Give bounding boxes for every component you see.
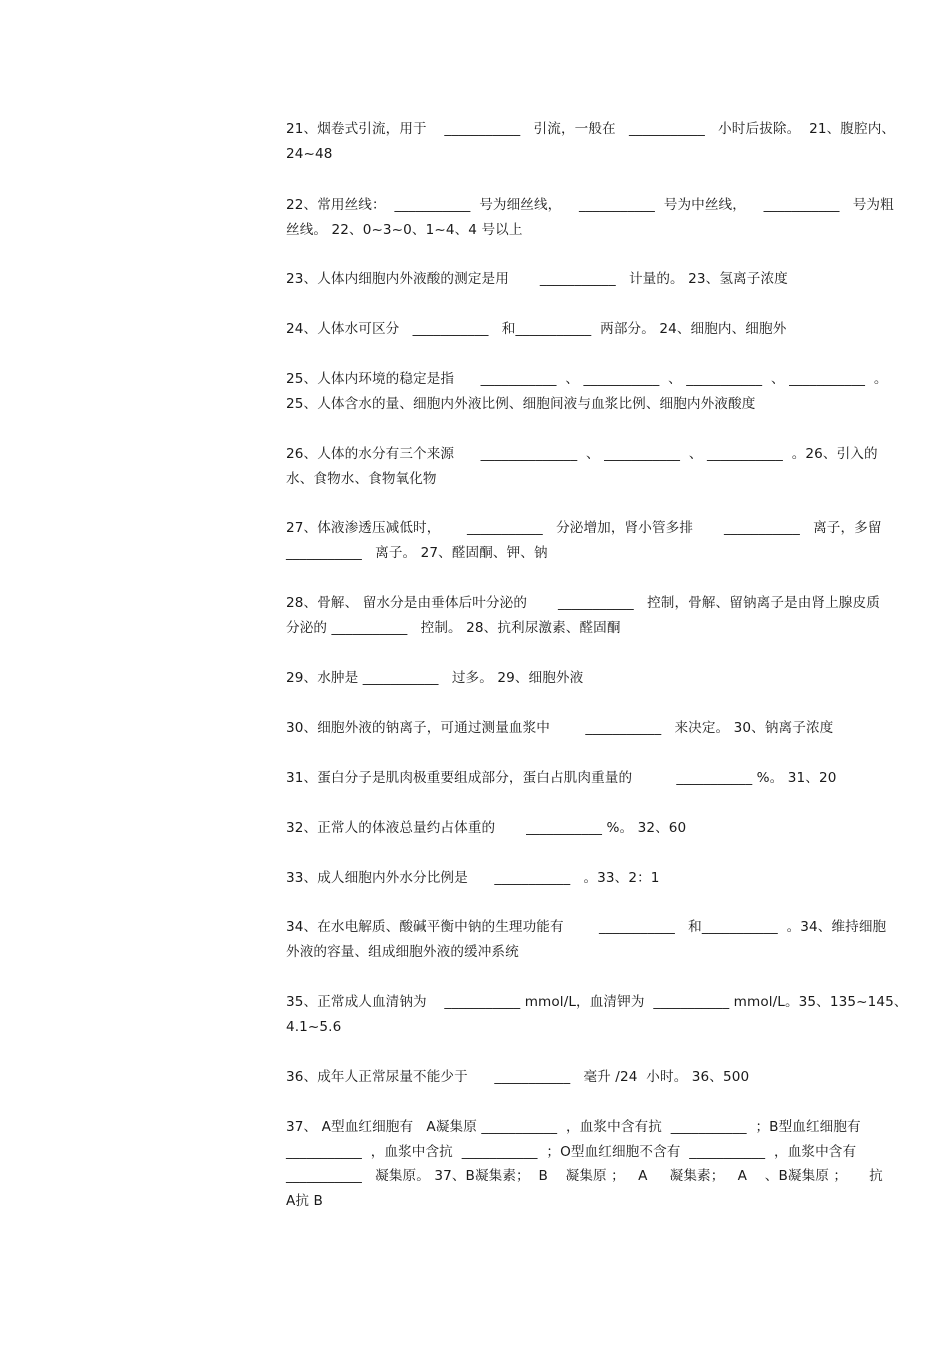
- question-23-line: 23、人体内细胞内外液酸的测定是用 ___________ 计量的。 23、氢离子浓度: [286, 271, 788, 287]
- question-26-line: 水、食物水、食物氧化物: [286, 470, 437, 487]
- question-28-line: 分泌的 ___________ 控制。 28、抗利尿激素、醛固酮: [286, 619, 621, 636]
- question-36-line: 36、成年人正常尿量不能少于 ___________ 毫升 /24 小时。 36、500: [286, 1069, 750, 1085]
- question-37-line: ___________ 凝集原。 37、B凝集素； B 凝集原 ； A 凝集素； A 、B凝集原 ； 抗: [286, 1168, 883, 1184]
- question-34-line: 外液的容量、组成细胞外液的缓冲系统: [286, 943, 519, 960]
- question-31-line: 31、蛋白分子是肌肉极重要组成部分，蛋白占肌肉重量的 ___________ %。 31、20: [286, 770, 837, 786]
- question-26-line: 26、人体的水分有三个来源 ______________ 、 ___________ 、 ___________ 。26、引入的: [286, 446, 878, 462]
- question-22-line: 丝线。 22、0~3~0、1~4、4 号以上: [286, 221, 523, 238]
- question-34-line: 34、在水电解质、酸碱平衡中钠的生理功能有 ___________ 和___________ 。34、维持细胞: [286, 919, 887, 935]
- question-28-line: 28、骨解、 留水分是由垂体后叶分泌的 ___________ 控制，骨解、留钠离子是由肾上腺皮质: [286, 595, 880, 611]
- question-37-line: ___________ ，血浆中含抗 ___________ ；O型血红细胞不含有 ___________ ，血浆中含有: [286, 1143, 857, 1160]
- question-30-line: 30、细胞外液的钠离子，可通过测量血浆中 ___________ 来决定。 30、钠离子浓度: [286, 720, 834, 736]
- question-27-line: 27、体液渗透压减低时， ___________ 分泌增加，肾小管多排 ___________ 离子，多留: [286, 520, 882, 536]
- question-24-line: 24、人体水可区分 ___________ 和___________ 两部分。 24、细胞内、细胞外: [286, 321, 787, 337]
- question-21-line: 24~48: [286, 145, 333, 162]
- question-35-line: 35、正常成人血清钠为 ___________ mmol/L，血清钾为 ___________ mmol/L。35、135~145、: [286, 994, 908, 1010]
- question-25-line: 25、人体内环境的稳定是指 ___________ 、 ___________ 、 ___________ 、 ___________ 。: [286, 371, 888, 387]
- question-21-line: 21、烟卷式引流，用于 ___________ 引流，一般在 ___________ 小时后拔除。 21、腹腔内、: [286, 121, 896, 137]
- question-22-line: 22、常用丝线： ___________ 号为细丝线， ___________ 号为中丝线， ___________ 号为粗: [286, 197, 894, 213]
- question-29-line: 29、水肿是 ___________ 过多。 29、细胞外液: [286, 670, 584, 686]
- question-37-line: A抗 B: [286, 1192, 323, 1209]
- question-37-line: 37、 A型血红细胞有 A凝集原 ___________ ，血浆中含有抗 ___________ ；B型血红细胞有: [286, 1119, 861, 1135]
- question-25-line: 25、人体含水的量、细胞内外液比例、细胞间液与血浆比例、细胞内外液酸度: [286, 395, 756, 412]
- question-27-line: ___________ 离子。 27、醛固酮、钾、钠: [286, 544, 548, 561]
- question-33-line: 33、成人细胞内外水分比例是 ___________ 。33、2：1: [286, 870, 660, 886]
- question-32-line: 32、正常人的体液总量约占体重的 ___________ %。 32、60: [286, 820, 687, 836]
- question-35-line: 4.1~5.6: [286, 1018, 342, 1035]
